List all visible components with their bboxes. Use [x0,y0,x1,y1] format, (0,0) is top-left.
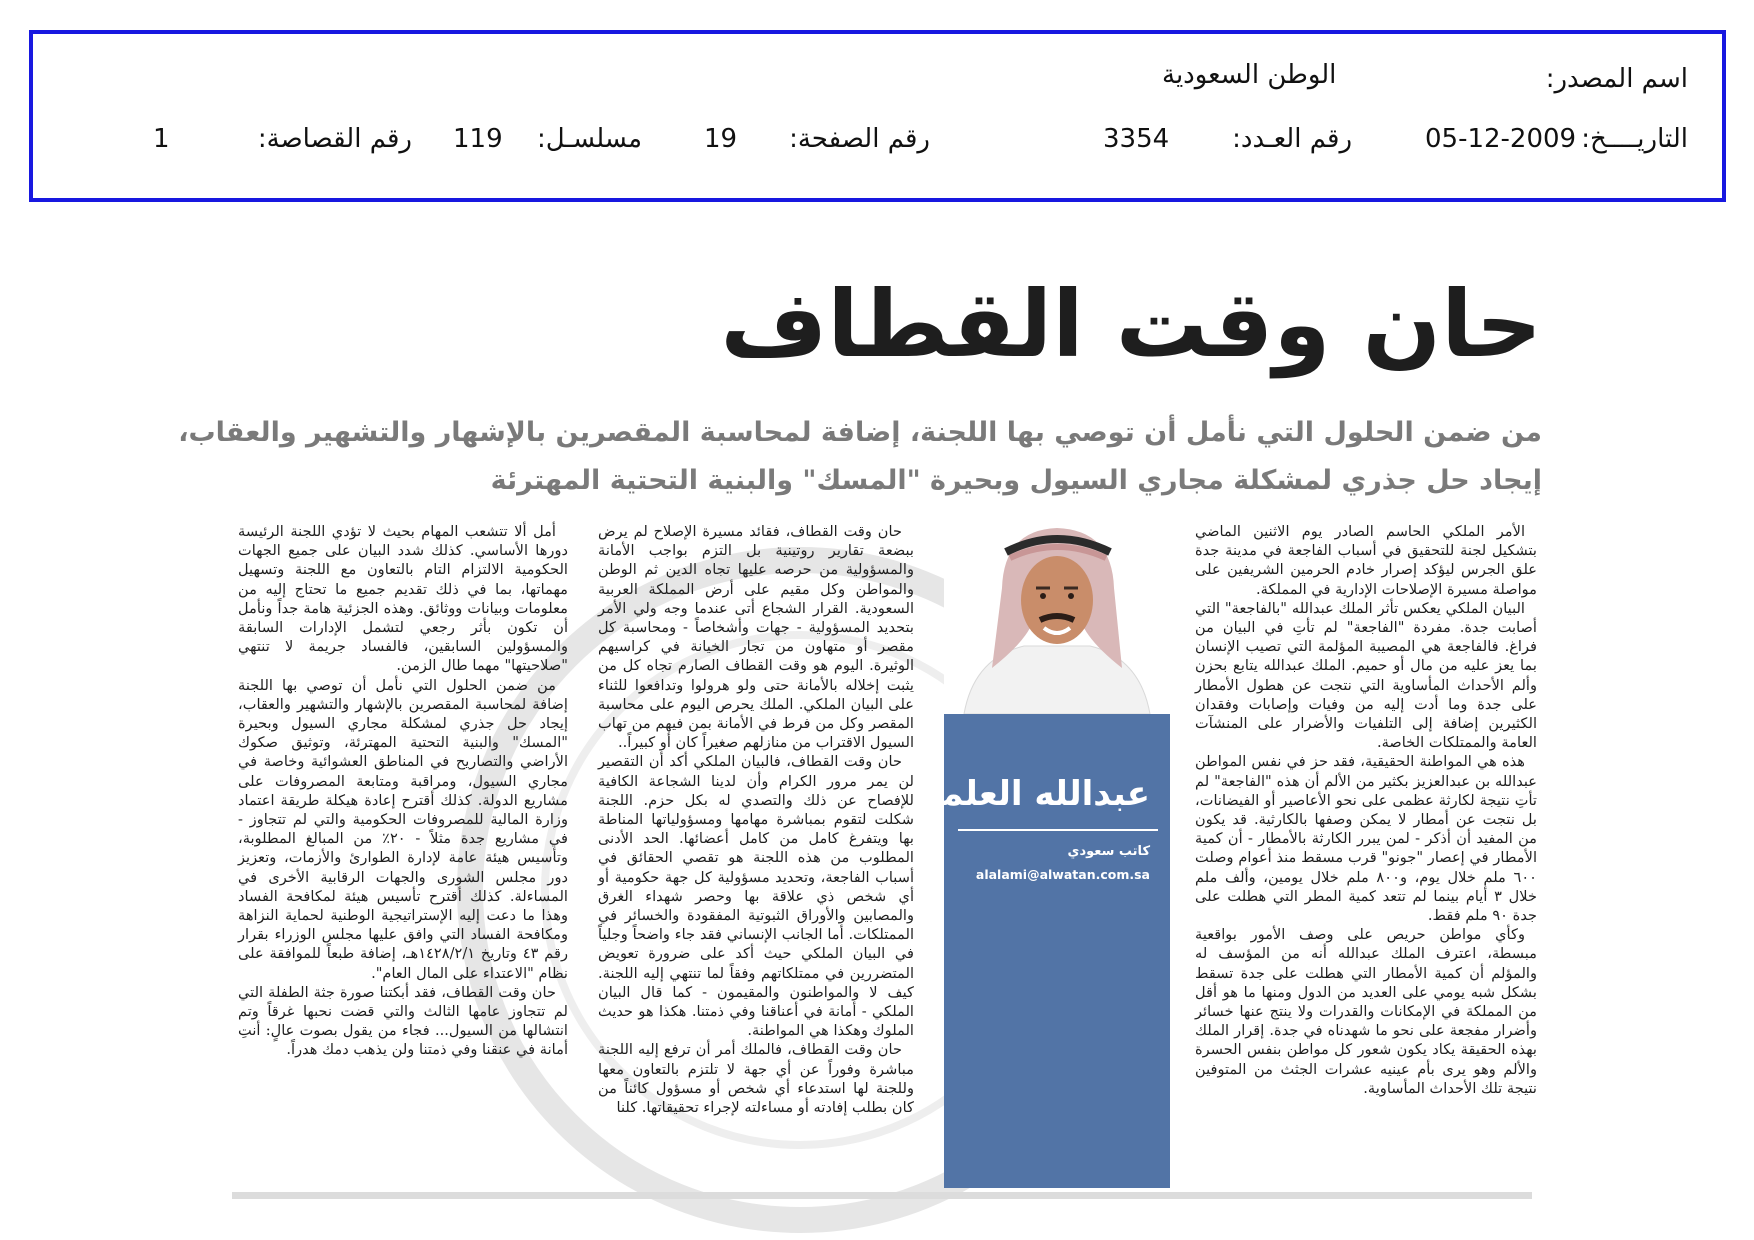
author-name: عبدالله العلمي [907,774,1150,814]
paragraph: حان وقت القطاف، فالملك أمر أن ترفع إليه اللجنة مباشرة وفوراً عن أي جهة لا تلتزم بالتعاون معها وللجنة لها استدعاء أي شخص أو مسؤول كائناً من كان بطلب إفادته أو مساءلته لإجراء تحقيقاتها. كلنا [598,1041,914,1117]
paragraph: حان وقت القطاف، فقد أبكتنا صورة جثة الطفلة التي لم تتجاوز عامها الثالث والتي قضت نحبها غرقاً وتم انتشالها من السيول... فجاء من يقول بصوت عالٍ: أنتِ أمانة في عنقنا وفي ذمتنا ولن يذهب دمك هدراً. [238,983,568,1059]
issue-value: 3354 [1103,124,1170,154]
source-label: اسم المصدر: [1545,64,1688,94]
author-card [907,714,1170,1188]
article-subhead-line-1: من ضمن الحلول التي نأمل أن توصي بها اللجنة، إضافة لمحاسبة المقصرين بالإشهار والتشهير والعقاب، [178,417,1542,448]
paragraph: حان وقت القطاف، فالبيان الملكي أكد أن التقصير لن يمر مرور الكرام وأن لدينا الشجاعة الكافية للإفصاح عن ذلك والتصدي له بكل حزم. اللجنة شكلت لتقوم بمباشرة مهامها ومسؤولياتها المناطة بها ويتفرغ كامل من كامل أعضائها. الحد الأدنى المطلوب من هذه اللجنة هو تقصي الحقائق في أسباب الفاجعة، وتحديد مسؤولية كل جهة حكومية أو أي شخص ذي علاقة بها وحصر شهداء الغرق والمصابين والأوراق الثبوتية المفقودة والخسائر في الممتلكات. أما الجانب الإنساني فقد جاء واضحاً وجلياً في البيان الملكي حيث أكد على ضرورة تعويض المتضررين في ممتلكاتهم وفقاً لما تنتهي إليه اللجنة. كيف لا والمواطنون والمقيمون - كما قال البيان الملكي - أمانة في أعناقنا وفي ذمتنا. هكذا هو حديث الملوك وهكذا هي المواطنة. [598,753,914,1040]
author-portrait-image [944,518,1170,714]
paragraph: من ضمن الحلول التي نأمل أن توصي بها اللجنة إضافة لمحاسبة المقصرين بالإشهار والتشهير والعقاب، إيجاد حل جذري لمشكلة مجاري السيول وبحيرة "المسك" والبنية التحتية المهترئة، وتوثيق صكوك الأراضي والتصاريح في المناطق العشوائية وخاصة في مجاري السيول، ومراقبة ومتابعة المصروفات على مشاريع الدولة. كذلك أقترح إعادة هيكلة طريقة اعتماد وزارة المالية للمصروفات الحكومية والتي لم تتجاوز - في مشاريع جدة مثلاً - ٢٠٪ من المبالغ المطلوبة، وتأسيس هيئة عامة لإدارة الطوارئ والأزمات، وتعزيز دور مجلس الشورى والجهات الرقابية الأخرى في المساءلة. كذلك أقترح تأسيس هيئة لمكافحة الفساد وهذا ما دعت إليه الإستراتيجية الوطنية لحماية النزاهة ومكافحة الفساد التي وافق عليها مجلس الوزراء بقرار رقم ٤٣ وتاريخ ١٤٢٨/٢/١هـ، إضافة طبعاً للموافقة على نظام "الاعتداء على المال العام". [238,676,569,982]
bottom-divider [232,1192,1532,1199]
paragraph: أمل ألا تتشعب المهام بحيث لا تؤدي اللجنة الرئيسة دورها الأساسي. كذلك شدد البيان على جميع الجهات الحكومية الالتزام التام بالتعاون مع اللجنة وتسهيل مهماتها، بما في ذلك تقديم جميع ما تحتاج إليه من معلومات وبيانات ووثائق. وهذه الجزئية هامة جداً ونأمل أن تكون بأثر رجعي لتشمل الإدارات السابقة والمسؤولين السابقين، فالفساد جريمة لا تنتهي "صلاحيتها" مهما طال الزمن. [238,523,568,675]
page-value: 19 [704,124,738,154]
date-label: التاريــــخ: [1581,124,1688,154]
author-role: كاتب سعودي [1067,844,1150,859]
clip-label: رقم القصاصة: [257,124,412,154]
clipping-metadata-box [29,30,1726,202]
paragraph: الأمر الملكي الحاسم الصادر يوم الاثنين الماضي بتشكيل لجنة للتحقيق في أسباب الفاجعة في مدينة جدة علق الجرس ليؤكد إصرار خادم الحرمين الشريفين على مواصلة مسيرة الإصلاحات الإدارية في المملكة. [1195,523,1537,598]
article-column-3 [238,522,568,1060]
article-column-2 [598,522,914,1117]
serial-label: مسلسـل: [537,124,642,154]
date-value: 05-12-2009 [1425,124,1577,154]
paragraph: حان وقت القطاف، فقائد مسيرة الإصلاح لم يرض ببضعة تقارير روتينية بل التزم بواجب الأمانة والمسؤولية من حرصه عليها تجاه الدين ثم الوطن والمواطن وكل مقيم على أرض المملكة العربية السعودية. القرار الشجاع أتى عندما وجه ولي الأمر بتحديد المسؤولية - جهات وأشخاصاً - ومحاسبة كل مقصر أو متهاون من تجار الخيانة في كراسيهم الوثيرة. اليوم هو وقت القطاف الصارم تجاه كل من يثبت إخلاله بالأمانة حتى ولو هرولوا وتدافعوا للثناء على البيان الملكي. الملك يحرص اليوم على محاسبة المقصر وكل من فرط في الأمانة بمن فيهم من تهاب السيول الاقتراب من منازلهم صغيراً كان أو كبيراً.. [598,523,914,752]
author-divider [958,829,1158,831]
page-label: رقم الصفحة: [789,124,930,154]
source-value: الوطن السعودية [1162,60,1337,90]
article-headline: حان وقت القطاف [720,271,1542,378]
clip-value: 1 [153,124,170,154]
issue-label: رقم العـدد: [1232,124,1352,154]
author-email: alalami@alwatan.com.sa [975,867,1150,882]
paragraph: هذه هي المواطنة الحقيقية، فقد حز في نفس المواطن عبدالله بن عبدالعزيز بكثير من الألم أن هذه "الفاجعة" لم تأتِ نتيجة لكارثة عظمى على نحو الأعاصير أو الفيضانات، بل نتجت عن أمطار لا يمكن وصفها بالكارثية. قد يكون من المفيد أن أذكر - لمن يبرر الكارثة بالأمطار - أن كمية الأمطار في إعصار "جونو" قرب مسقط منذ أعوام وصلت ٦٠٠ ملم خلال يوم، و٨٠٠ ملم خلال يومين، وألف ملم خلال ٣ أيام بينما لم تتعد كمية المطر التي هطلت على جدة ٩٠ ملم فقط. [1195,753,1537,925]
article-column-1 [1195,522,1537,1098]
article-subhead-line-2: إيجاد حل جذري لمشكلة مجاري السيول وبحيرة "المسك" والبنية التحتية المهترئة [490,465,1542,496]
paragraph: البيان الملكي يعكس تأثر الملك عبدالله "بالفاجعة" التي أصابت جدة. مفردة "الفاجعة" لم تأتِ في البيان من فراغ. فالفاجعة هي المصيبة المؤلمة التي تصيب الإنسان بما يعز عليه من مال أو حميم. الملك عبدالله يتابع بحزن وألم الأحداث المأساوية التي نتجت عن هطول الأمطار على جدة وما أدت إليه من وفيات وإصابات وفقدان الكثيرين إضافة إلى التلفيات والأضرار على المنشآت العامة والممتلكات الخاصة. [1195,599,1537,752]
paragraph: وكأي مواطن حريص على وصف الأمور بواقعية مبسطة، اعترف الملك عبدالله أنه من المؤسف له والمؤلم أن كمية الأمطار التي هطلت على جدة تسقط بشكل شبه يومي على العديد من الدول ومنها ما هو أقل من المملكة في الإمكانات والقدرات ولا ينتج عنها خسائر وأضرار مفجعة على نحو ما شهدناه في جدة. إقرار الملك بهذه الحقيقة يكاد يكون شعور كل مواطن بنفس الحسرة والألم وهو يرى بأم عينيه عشرات الجثث من المتوفين نتيجة تلك الأحداث المأساوية. [1195,926,1537,1097]
serial-value: 119 [453,124,503,154]
author-photo [944,518,1170,714]
